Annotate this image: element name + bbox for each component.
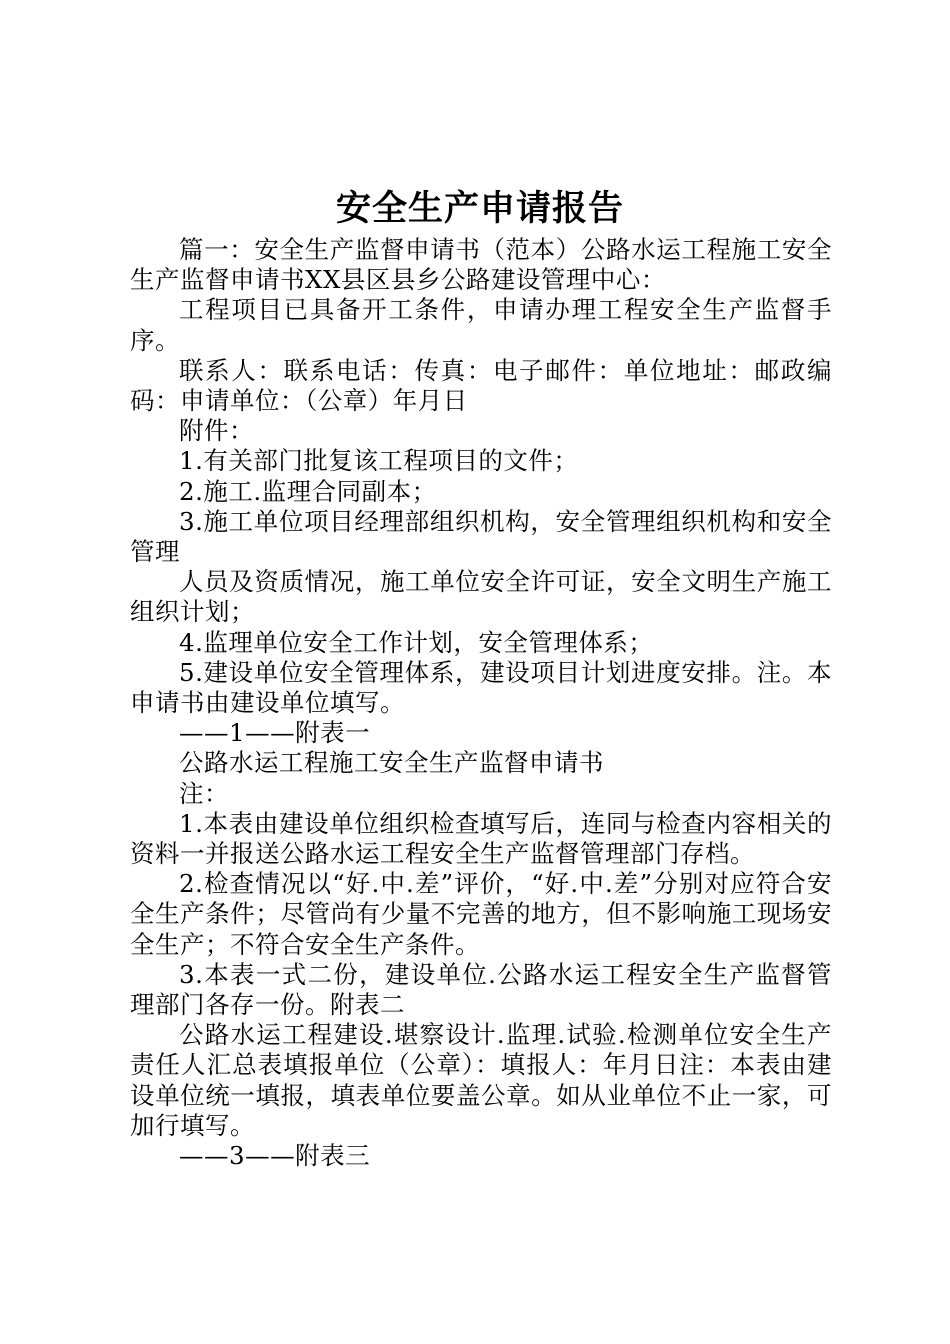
paragraph: 2.检查情况以“好.中.差”评价，“好.中.差”分别对应符合安全生产条件；尽管尚有少量不完善的地方，但不影响施工现场安全生产；不符合安全生产条件。 [130, 869, 832, 959]
paragraph: 3.本表一式二份，建设单位.公路水运工程安全生产监督管理部门各存一份。附表二 [130, 959, 832, 1020]
paragraph: 公路水运工程建设.堪察设计.监理.试验.检测单位安全生产责任人汇总表填报单位（公章）：填报人：年月日注：本表由建设单位统一填报，填表单位要盖公章。如从业单位不止一家，可加行填写。 [130, 1020, 832, 1140]
document-title: 安全生产申请报告 [335, 188, 624, 229]
paragraph: 联系人：联系电话：传真：电子邮件：单位地址：邮政编码：申请单位：（公章）年月日 [130, 355, 832, 416]
paragraph: 3.施工单位项目经理部组织机构，安全管理组织机构和安全管理 [130, 506, 832, 567]
paragraph: 5.建设单位安全管理体系，建设项目计划进度安排。注。本申请书由建设单位填写。 [130, 657, 832, 718]
paragraph: 1.有关部门批复该工程项目的文件； [179, 446, 579, 476]
paragraph: 人员及资质情况，施工单位安全许可证，安全文明生产施工组织计划； [130, 567, 832, 627]
paragraph: 工程项目已具备开工条件，申请办理工程安全生产监督手序。 [130, 295, 832, 355]
paragraph: 附件： [179, 416, 254, 446]
paragraph: ——1——附表一 [179, 718, 371, 748]
document-body [130, 235, 832, 1171]
paragraph: 注： [179, 778, 229, 808]
paragraph: 4.监理单位安全工作计划，安全管理体系； [179, 627, 654, 657]
paragraph: 2.施工.监理合同副本； [179, 476, 437, 506]
paragraph: ——3——附表三 [179, 1141, 371, 1171]
paragraph: 篇一：安全生产监督申请书（范本）公路水运工程施工安全生产监督申请书XX县区县乡公路建设管理中心： [130, 235, 832, 295]
paragraph: 1.本表由建设单位组织检查填写后，连同与检查内容相关的资料一并报送公路水运工程安全生产监督管理部门存档。 [130, 808, 832, 869]
paragraph: 公路水运工程施工安全生产监督申请书 [179, 748, 604, 778]
